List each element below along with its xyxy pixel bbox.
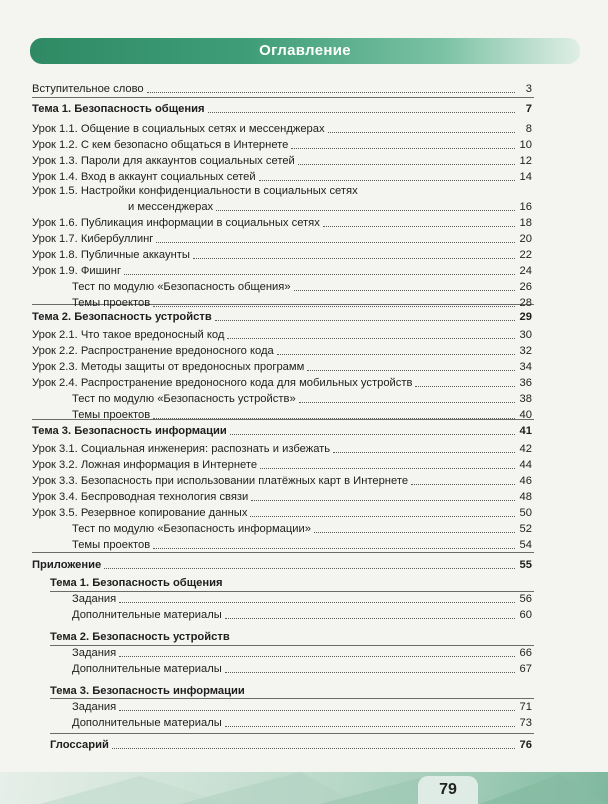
toc-entry[interactable] <box>72 592 532 606</box>
toc-entry-label: Урок 3.1. Социальная инженерия: распознать и избежать <box>32 443 331 455</box>
toc-entry[interactable] <box>32 558 532 572</box>
toc-entry[interactable] <box>32 458 532 472</box>
dot-leader <box>294 290 515 291</box>
toc-entry[interactable] <box>50 630 532 644</box>
toc-entry[interactable] <box>72 408 532 422</box>
toc-entry-page: 16 <box>519 201 532 213</box>
toc-entry[interactable] <box>32 376 532 390</box>
toc-entry[interactable] <box>72 700 532 714</box>
toc-entry[interactable] <box>32 310 532 324</box>
dot-leader <box>277 354 515 355</box>
toc-entry-page: 22 <box>519 249 532 261</box>
dot-leader <box>112 748 515 749</box>
section-divider <box>50 698 534 699</box>
toc-entry-label: Урок 3.4. Беспроводная технология связи <box>32 491 249 503</box>
toc-entry[interactable] <box>32 248 532 262</box>
dot-leader <box>298 164 515 165</box>
page-title: Оглавление <box>259 42 351 59</box>
toc-entry-page: 38 <box>519 393 532 405</box>
dot-leader <box>119 656 515 657</box>
toc-entry[interactable] <box>72 296 532 310</box>
toc-entry-page: 66 <box>519 647 532 659</box>
toc-entry-page: 60 <box>519 609 532 621</box>
toc-entry-page: 40 <box>519 409 532 421</box>
section-divider <box>50 733 534 734</box>
toc-entry[interactable] <box>32 184 532 198</box>
toc-entry[interactable] <box>32 360 532 374</box>
toc-header-banner <box>30 38 580 64</box>
dot-leader <box>215 320 515 321</box>
toc-entry-label: Урок 1.3. Пароли для аккаунтов социальных сетей <box>32 155 295 167</box>
toc-entry-label: Урок 2.4. Распространение вредоносного кода для мобильных устройств <box>32 377 413 389</box>
dot-leader <box>124 274 515 275</box>
toc-entry-page: 41 <box>519 425 532 437</box>
toc-entry-label: Тест по модулю «Безопасность общения» <box>72 281 291 293</box>
toc-entry-page: 18 <box>519 217 532 229</box>
toc-entry[interactable] <box>72 662 532 676</box>
toc-entry-label: Приложение <box>32 559 102 571</box>
dot-leader <box>225 618 515 619</box>
toc-entry[interactable] <box>72 608 532 622</box>
toc-entry-label: Урок 1.7. Кибербуллинг <box>32 233 154 245</box>
dot-leader <box>323 226 515 227</box>
page-number: 79 <box>418 776 478 804</box>
dot-leader <box>153 306 515 307</box>
dot-leader <box>216 210 515 211</box>
toc-entry-page: 32 <box>519 345 532 357</box>
toc-entry[interactable] <box>32 424 532 438</box>
dot-leader <box>328 132 515 133</box>
dot-leader <box>411 484 515 485</box>
toc-entry-label: Тест по модулю «Безопасность информации» <box>72 523 312 535</box>
toc-entry-label: Урок 1.6. Публикация информации в социальных сетях <box>32 217 320 229</box>
toc-entry-label: Задания <box>72 701 117 713</box>
toc-entry-label: Дополнительные материалы <box>72 609 222 621</box>
toc-entry[interactable] <box>72 392 532 406</box>
toc-entry-label: Задания <box>72 647 117 659</box>
toc-entry-page: 34 <box>519 361 532 373</box>
toc-entry[interactable] <box>32 442 532 456</box>
toc-entry[interactable] <box>50 576 532 590</box>
toc-entry-page: 42 <box>519 443 532 455</box>
toc-entry-label: и мессенджерах <box>128 201 214 213</box>
toc-entry-page: 24 <box>519 265 532 277</box>
toc-entry-label: Урок 1.2. С кем безопасно общаться в Интернете <box>32 139 289 151</box>
toc-entry-label: Тема 3. Безопасность информации <box>32 425 227 437</box>
toc-entry-label: Темы проектов <box>72 409 151 421</box>
dot-leader <box>291 148 515 149</box>
dot-leader <box>307 370 515 371</box>
toc-entry-label: Тема 2. Безопасность устройств <box>32 311 212 323</box>
dot-leader <box>259 180 515 181</box>
toc-entry[interactable] <box>72 716 532 730</box>
dot-leader <box>415 386 515 387</box>
toc-entry-label: Тема 2. Безопасность устройств <box>50 631 230 643</box>
toc-entry-label: Дополнительные материалы <box>72 717 222 729</box>
toc-entry[interactable] <box>32 232 532 246</box>
toc-entry-label: Урок 1.5. Настройки конфиденциальности в социальных сетях <box>32 185 358 197</box>
dot-leader <box>208 112 515 113</box>
toc-entry[interactable] <box>32 506 532 520</box>
toc-entry-page: 26 <box>519 281 532 293</box>
dot-leader <box>260 468 515 469</box>
toc-entry-page: 46 <box>519 475 532 487</box>
dot-leader <box>119 602 515 603</box>
toc-entry[interactable] <box>32 216 532 230</box>
toc-entry-label: Урок 1.8. Публичные аккаунты <box>32 249 190 261</box>
footer-decoration <box>0 772 608 804</box>
dot-leader <box>104 568 515 569</box>
toc-entry-label: Урок 3.2. Ложная информация в Интернете <box>32 459 258 471</box>
toc-entry-label: Вступительное слово <box>32 83 144 95</box>
dot-leader <box>119 710 515 711</box>
toc-entry-page: 73 <box>519 717 532 729</box>
toc-entry-label: Задания <box>72 593 117 605</box>
toc-entry-page: 54 <box>519 539 532 551</box>
toc-entry-label: Темы проектов <box>72 297 151 309</box>
toc-entry[interactable] <box>32 328 532 342</box>
dot-leader <box>227 338 515 339</box>
toc-entry[interactable] <box>32 82 532 96</box>
toc-entry[interactable] <box>72 280 532 294</box>
toc-entry-page: 28 <box>519 297 532 309</box>
toc-entry-page: 50 <box>519 507 532 519</box>
dot-leader <box>153 418 515 419</box>
toc-entry-label: Урок 1.1. Общение в социальных сетях и мессенджерах <box>32 123 325 135</box>
toc-entry-label: Урок 3.3. Безопасность при использовании платёжных карт в Интернете <box>32 475 409 487</box>
toc-entry-label: Дополнительные материалы <box>72 663 222 675</box>
toc-entry-page: 29 <box>519 311 532 323</box>
toc-entry-label: Тема 3. Безопасность информации <box>50 685 245 697</box>
toc-entry[interactable] <box>50 684 532 698</box>
toc-entry-label: Урок 2.3. Методы защиты от вредоносных программ <box>32 361 305 373</box>
dot-leader <box>299 402 515 403</box>
toc-entry-label: Темы проектов <box>72 539 151 551</box>
toc-entry[interactable] <box>32 122 532 136</box>
dot-leader <box>230 434 515 435</box>
toc-entry-page: 52 <box>519 523 532 535</box>
toc-entry[interactable] <box>32 138 532 152</box>
toc-entry-page: 36 <box>519 377 532 389</box>
toc-entry-label: Урок 2.2. Распространение вредоносного кода <box>32 345 274 357</box>
toc-entry[interactable] <box>72 522 532 536</box>
section-divider <box>32 97 534 98</box>
footer-pattern <box>0 772 608 804</box>
toc-entry-label: Тема 1. Безопасность общения <box>32 103 205 115</box>
toc-entry-label: Урок 3.5. Резервное копирование данных <box>32 507 248 519</box>
toc-entry-label: Урок 1.9. Фишинг <box>32 265 122 277</box>
toc-entry[interactable] <box>32 474 532 488</box>
toc-entry-page: 12 <box>519 155 532 167</box>
toc-entry[interactable] <box>32 264 532 278</box>
toc-entry[interactable] <box>32 154 532 168</box>
toc-entry-page: 20 <box>519 233 532 245</box>
toc-entry-page: 71 <box>519 701 532 713</box>
toc-entry[interactable] <box>32 490 532 504</box>
toc-entry[interactable] <box>72 646 532 660</box>
toc-entry-label: Тема 1. Безопасность общения <box>50 577 223 589</box>
dot-leader <box>193 258 515 259</box>
dot-leader <box>156 242 515 243</box>
toc-entry-page: 7 <box>525 103 532 115</box>
toc-entry[interactable] <box>32 344 532 358</box>
toc-entry-page: 76 <box>519 739 532 751</box>
dot-leader <box>153 548 515 549</box>
toc-entry-label: Тест по модулю «Безопасность устройств» <box>72 393 296 405</box>
toc-entry-page: 44 <box>519 459 532 471</box>
dot-leader <box>225 672 515 673</box>
toc-entry-page: 8 <box>525 123 532 135</box>
toc-entry[interactable] <box>50 738 532 752</box>
section-divider <box>32 552 534 553</box>
dot-leader <box>225 726 515 727</box>
toc-entry-page: 30 <box>519 329 532 341</box>
dot-leader <box>147 92 515 93</box>
toc-entry-page: 3 <box>525 83 532 95</box>
toc-entry[interactable] <box>32 170 532 184</box>
dot-leader <box>314 532 515 533</box>
toc-entry-label: Урок 2.1. Что такое вредоносный код <box>32 329 225 341</box>
toc-entry-page: 14 <box>519 171 532 183</box>
toc-entry-page: 10 <box>519 139 532 151</box>
toc-entry-label: Урок 1.4. Вход в аккаунт социальных сетей <box>32 171 256 183</box>
toc-entry[interactable] <box>72 538 532 552</box>
dot-leader <box>250 516 515 517</box>
toc-entry-page: 55 <box>519 559 532 571</box>
toc-entry-page: 48 <box>519 491 532 503</box>
toc-entry[interactable] <box>128 200 532 214</box>
dot-leader <box>251 500 515 501</box>
toc-entry[interactable] <box>32 102 532 116</box>
toc-entry-label: Глоссарий <box>50 739 109 751</box>
dot-leader <box>333 452 515 453</box>
toc-entry-page: 67 <box>519 663 532 675</box>
toc-entry-page: 56 <box>519 593 532 605</box>
